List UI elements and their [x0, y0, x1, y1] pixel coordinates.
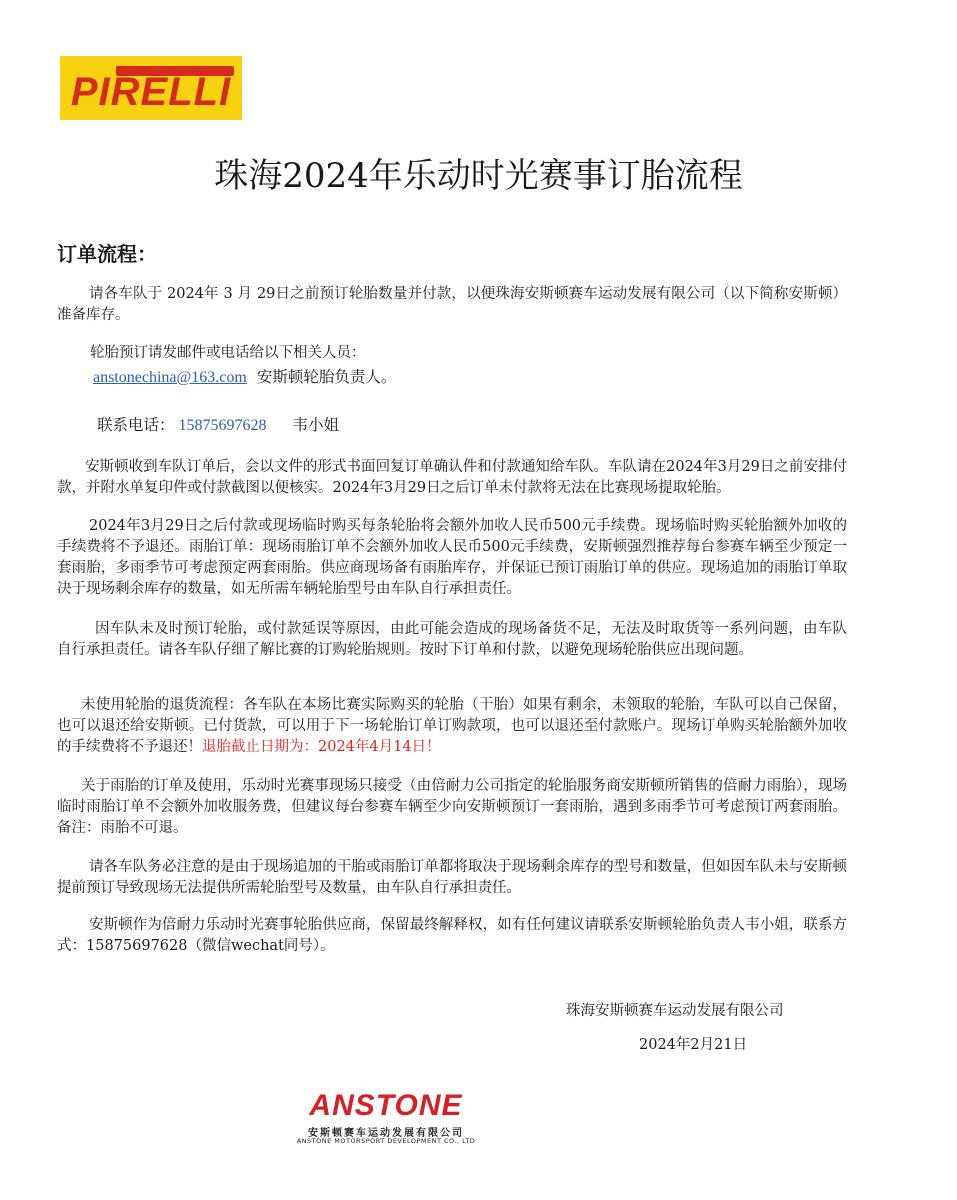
pirelli-logo — [60, 56, 242, 120]
page-title: 珠海2024年乐动时光赛事订胎流程 — [214, 156, 743, 196]
paragraph-team-responsibility: 因车队未及时预订轮胎，或付款延误等原因，由此可能会造成的现场备货不足，无法及时取货等一系列问题，由车队自行承担责任。请各车队仔细了解比赛的订购轮胎规则。按时下订单和付款，以避免现场轮胎供应出现问题。 — [57, 621, 847, 658]
contact-phone-line — [97, 413, 339, 435]
return-deadline: 退胎截止日期为：2024年4月14日！ — [202, 739, 441, 755]
anstone-logo-english: ANSTONE MOTORSPORT DEVELOPMENT CO., LTD — [296, 1137, 476, 1145]
signature-company: 珠海安斯顿赛车运动发展有限公司 — [566, 1003, 784, 1019]
paragraph-order-deadline: 请各车队于 2024年 3 月 29日之前预订轮胎数量并付款，以便珠海安斯顿赛车运动发展有限公司（以下简称安斯顿）准备库存。 — [57, 286, 847, 323]
contact-email-line — [90, 365, 396, 387]
paragraph-stock-notice: 请各车队务必注意的是由于现场追加的干胎或雨胎订单都将取决于现场剩余库存的型号和数量，但如因车队未与安斯顿提前预订导致现场无法提供所需轮胎型号及数量，由车队自行承担责任。 — [57, 859, 847, 896]
paragraph-rain-tire-usage: 关于雨胎的订单及使用，乐动时光赛事现场只接受（由倍耐力公司指定的轮胎服务商安斯顿所销售的倍耐力雨胎），现场临时雨胎订单不会额外加收服务费，但建议每台参赛车辆至少向安斯顿预订一套雨胎，遇到多雨季节可考虑预订两套雨胎。备注：雨胎不可退。 — [57, 778, 847, 836]
paragraph-order-confirmation: 安斯顿收到车队订单后，会以文件的形式书面回复订单确认件和付款通知给车队。车队请在2024年3月29日之前安排付款，并附水单复印件或付款截图以便核实。2024年3月29日之后订单未付款将无法在比赛现场提取轮胎。 — [57, 459, 847, 496]
pirelli-logo-text: PIRELLI — [70, 69, 232, 114]
anstone-logo — [266, 1090, 506, 1146]
anstone-logo-chinese: 安斯顿赛车运动发展有限公司 — [308, 1128, 464, 1139]
phone-label: 联系电话： — [97, 416, 175, 434]
paragraph-final-interpretation: 安斯顿作为倍耐力乐动时光赛事轮胎供应商，保留最终解释权，如有任何建议请联系安斯顿轮胎负责人韦小姐，联系方式：15875697628（微信wechat同号）。 — [57, 917, 847, 954]
anstone-logo-text: ANSTONE — [309, 1089, 463, 1122]
paragraph-return-process — [57, 695, 847, 758]
contact-intro: 轮胎预订请发邮件或电话给以下相关人员： — [90, 345, 366, 361]
email-link[interactable]: anstonechina@163.com — [93, 369, 247, 386]
section-heading: 订单流程： — [57, 242, 157, 266]
signature-date: 2024年2月21日 — [639, 1037, 748, 1053]
phone-number: 15875697628 — [178, 417, 267, 434]
return-process-text: 未使用轮胎的退货流程：各车队在本场比赛实际购买的轮胎（干胎）如果有剩余，未领取的轮胎，车队可以自己保留，也可以退还给安斯顿。已付货款，可以用于下一场轮胎订单订购款项，也可以退还至付款账户。现场订单购买轮胎额外加收的手续费将不予退还！ — [57, 697, 847, 755]
email-suffix: 安斯顿轮胎负责人。 — [256, 368, 397, 386]
contact-person: 韦小姐 — [292, 416, 340, 434]
paragraph-late-fee-rain-tires: 2024年3月29日之后付款或现场临时购买每条轮胎将会额外加收人民币500元手续费。现场临时购买轮胎额外加收的手续费将不予退还。雨胎订单：现场雨胎订单不会额外加收人民币500元手续费，安斯顿强烈推荐每台参赛车辆至少预定一套雨胎，多雨季节可考虑预定两套雨胎。供应商现场备有雨胎库存，并保证已预订雨胎订单的供应。现场追加的雨胎订单取决于现场剩余库存的数量，如无所需车辆轮胎型号由车队自行承担责任。 — [57, 518, 847, 597]
